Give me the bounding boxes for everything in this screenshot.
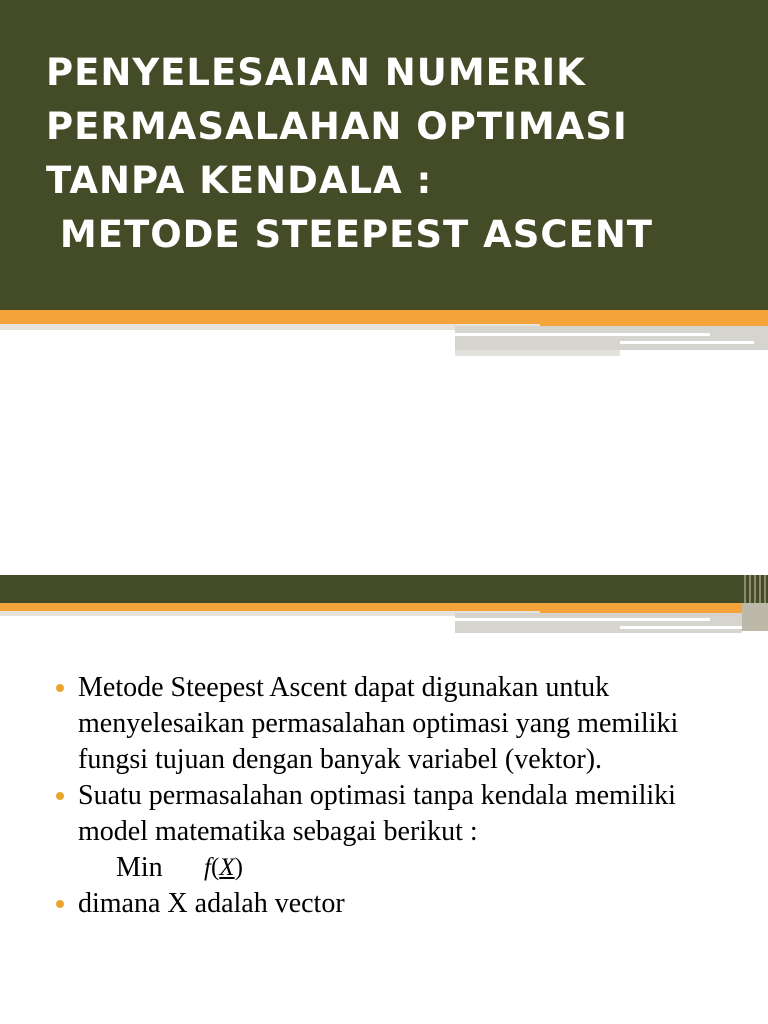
accent-bar-shadow: [455, 613, 742, 633]
accent-bar-shadow: [455, 350, 620, 356]
title-band: [0, 0, 768, 310]
accent-bar-shadow: [455, 326, 768, 350]
decor-line: [620, 341, 754, 344]
formula-paren: ): [234, 854, 243, 881]
title-line: PENYELESAIAN NUMERIK: [46, 51, 586, 94]
bullet-text: dimana X adalah vector: [78, 888, 345, 919]
slide-title: [46, 46, 746, 262]
decor-line: [455, 618, 710, 621]
bullet-dot-icon: [56, 684, 64, 692]
formula-paren: (: [210, 854, 220, 881]
formula-var: X: [219, 854, 235, 881]
formula: [48, 850, 748, 886]
content-slide: [0, 575, 768, 1024]
formula-keyword: Min: [116, 852, 163, 883]
accent-bar: [0, 603, 540, 611]
bullet-text: Metode Steepest Ascent dapat digunakan untuk menyelesaikan permasalahan optimasi yang memiliki fungsi tujuan dengan banyak variabel (vektor).: [78, 672, 679, 775]
title-line: PERMASALAHAN OPTIMASI: [46, 105, 628, 148]
bullet-dot-icon: [56, 792, 64, 800]
formula-expression: [204, 850, 243, 886]
stripe-decoration: [742, 575, 768, 603]
title-line: TANPA KENDALA :: [46, 159, 433, 202]
bullet-item: [48, 886, 748, 922]
accent-bar: [540, 310, 768, 326]
accent-bar: [540, 603, 742, 613]
bullet-list: [48, 670, 748, 922]
accent-bar-edge: [742, 603, 768, 631]
bullet-dot-icon: [56, 900, 64, 908]
decor-line: [620, 626, 742, 629]
accent-bar: [0, 310, 540, 324]
bullet-item: [48, 778, 748, 850]
header-band: [0, 575, 768, 603]
formula-func: f: [204, 854, 211, 881]
bullet-text: Suatu permasalahan optimasi tanpa kendala memiliki model matematika sebagai berikut :: [78, 780, 676, 847]
title-line: METODE STEEPEST ASCENT: [46, 213, 654, 256]
bullet-item: [48, 670, 748, 778]
decor-line: [455, 333, 710, 336]
